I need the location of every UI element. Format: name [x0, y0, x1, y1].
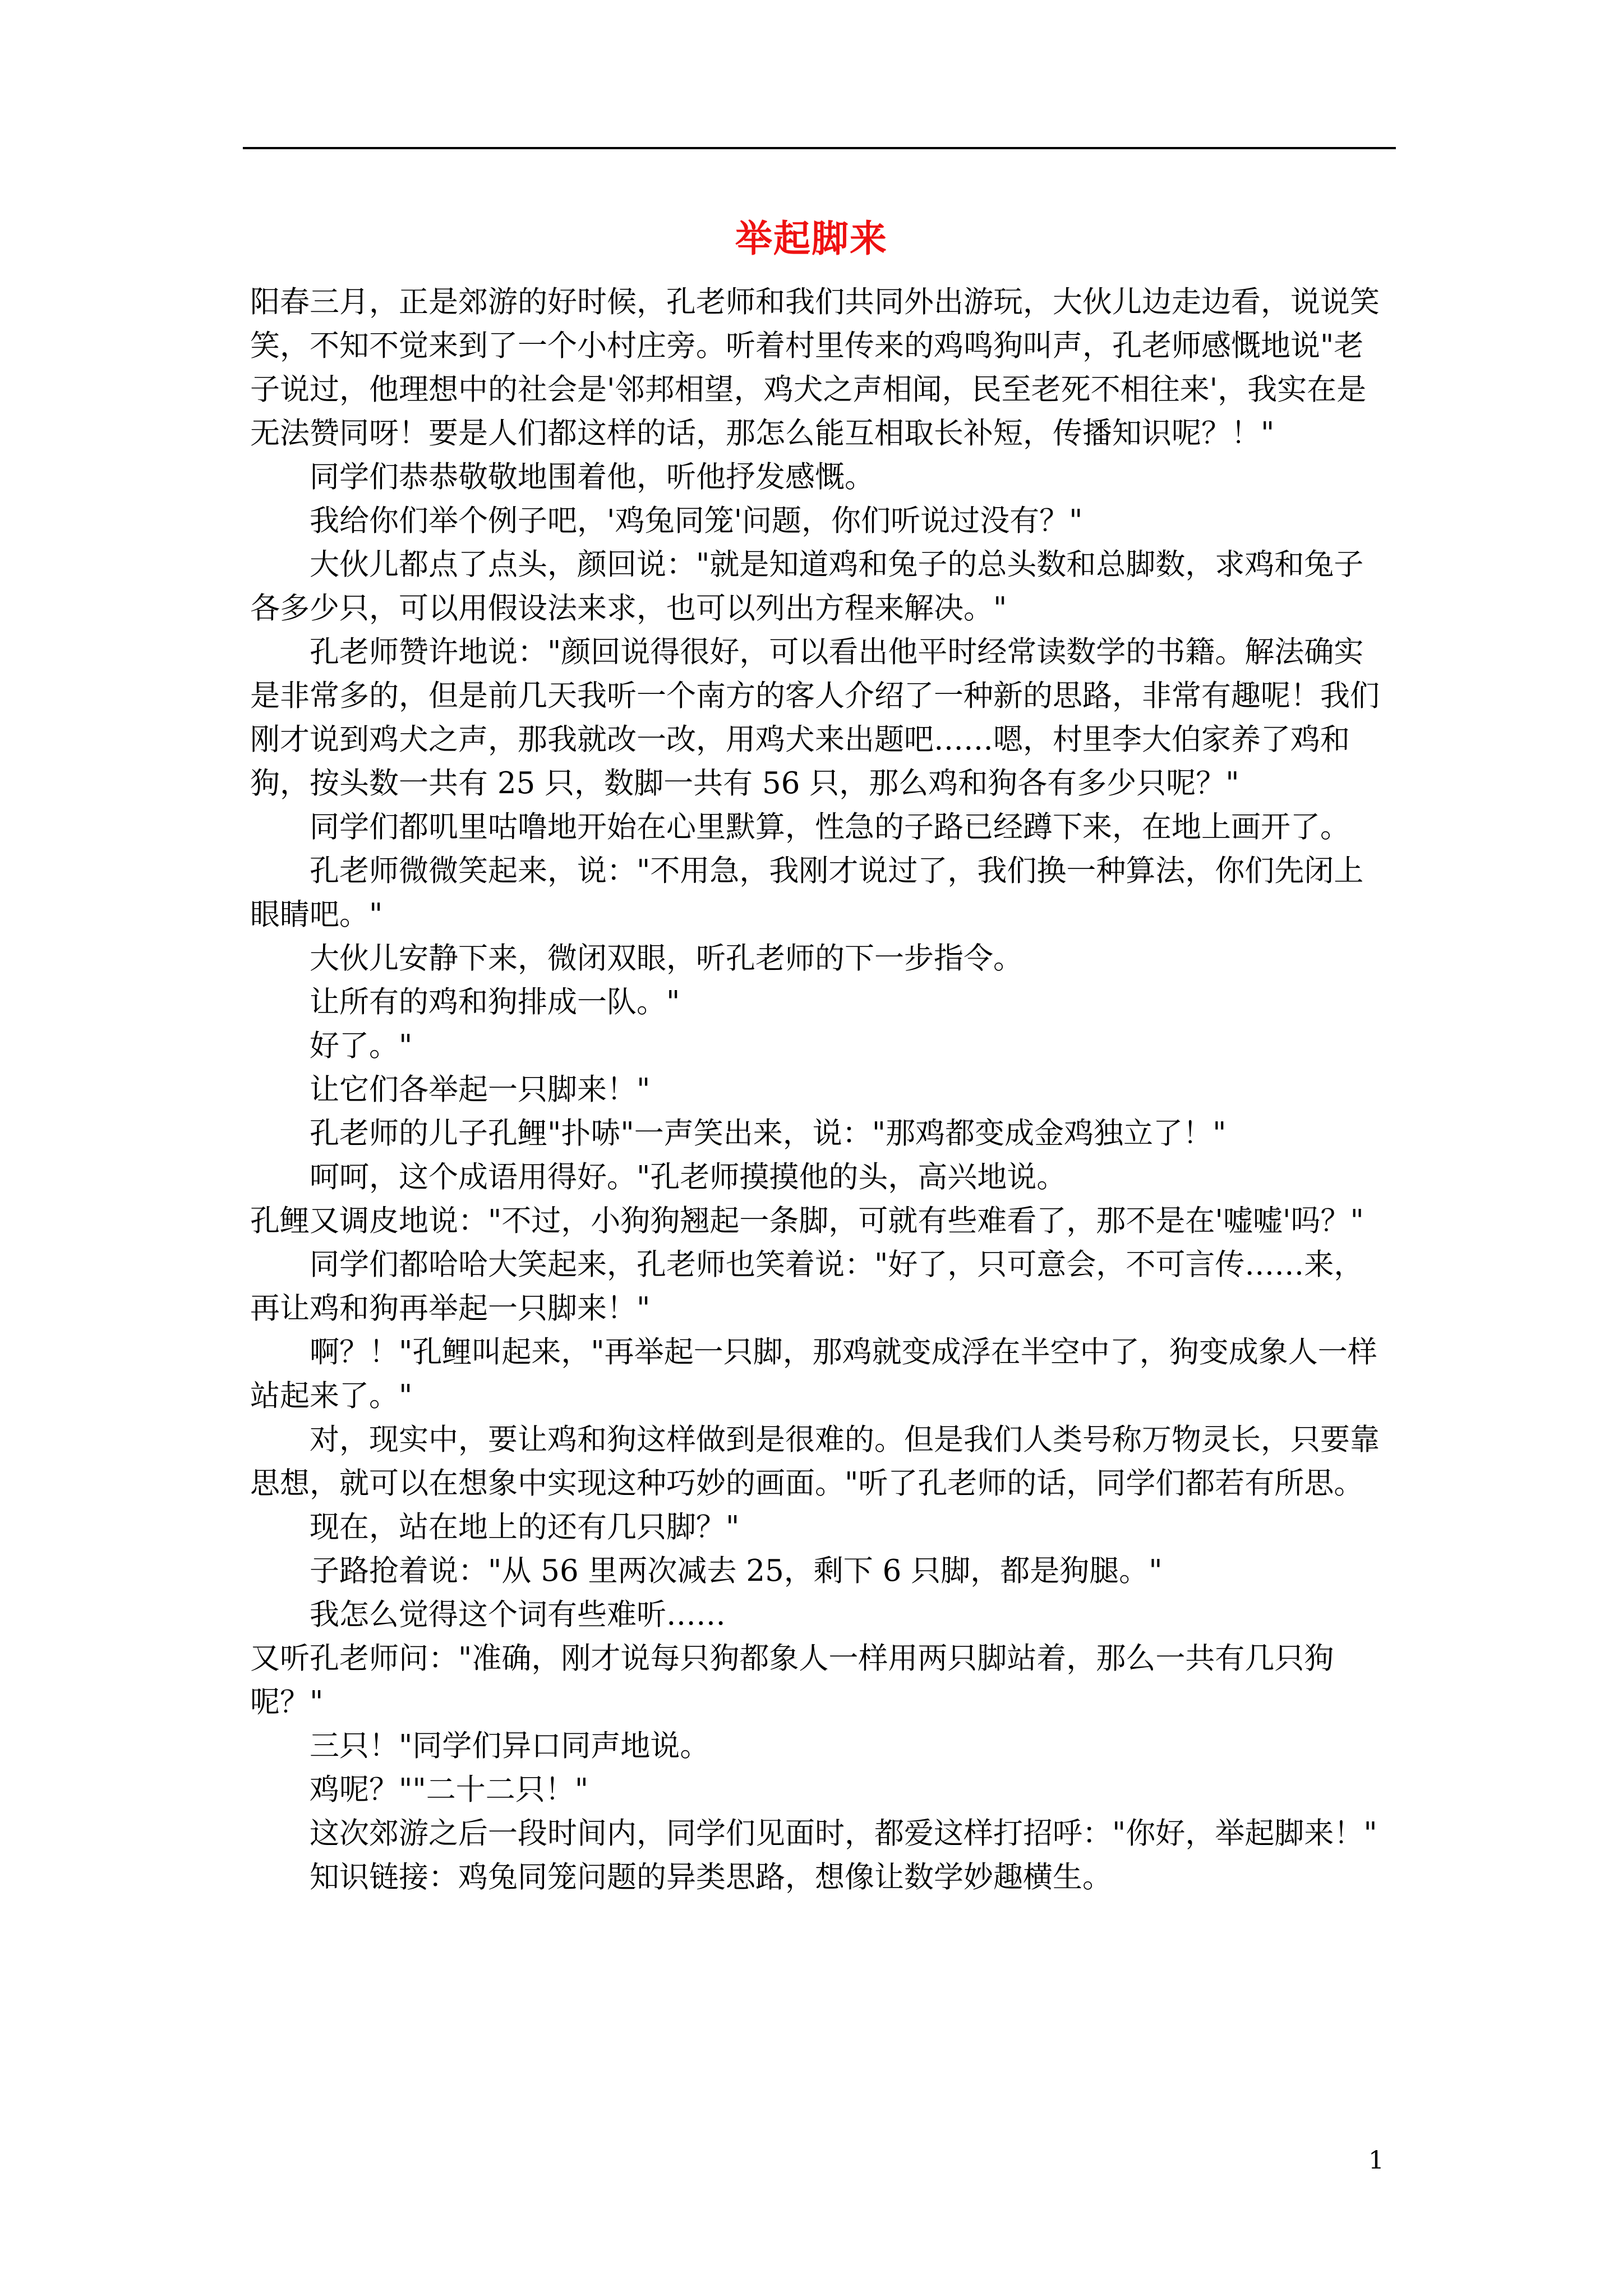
paragraph: 又听孔老师问："准确，刚才说每只狗都象人一样用两只脚站着，那么一共有几只狗呢？" [250, 1641, 1334, 1719]
paragraph: 呵呵，这个成语用得好。"孔老师摸摸他的头，高兴地说。 [310, 1160, 1067, 1194]
document-title: 举起脚来 [735, 217, 888, 260]
header-rule [243, 147, 1396, 149]
paragraph: 让它们各举起一只脚来！" [310, 1073, 651, 1107]
paragraph: 我怎么觉得这个词有些难听…… [310, 1598, 726, 1632]
paragraph: 我给你们举个例子吧，'鸡兔同笼'问题，你们听说过没有？" [310, 504, 1083, 538]
paragraph: 现在，站在地上的还有几只脚？" [310, 1510, 740, 1544]
paragraph: 同学们恭恭敬敬地围着他，听他抒发感慨。 [310, 460, 874, 494]
paragraph: 同学们都哈哈大笑起来，孔老师也笑着说："好了，只可意会，不可言传……来，再让鸡和狗再举起一只脚来！" [250, 1248, 1364, 1326]
paragraph: 对，现实中，要让鸡和狗这样做到是很难的。但是我们人类号称万物灵长，只要靠思想，就可以在想象中实现这种巧妙的画面。"听了孔老师的话，同学们都若有所思。 [250, 1423, 1380, 1501]
paragraph: 这次郊游之后一段时间内，同学们见面时，都爱这样打招呼："你好，举起脚来！" [310, 1816, 1377, 1851]
paragraph: 三只！"同学们异口同声地说。 [310, 1729, 710, 1763]
paragraph: 孔老师微微笑起来，说："不用急，我刚才说过了，我们换一种算法，你们先闭上眼睛吧。" [250, 854, 1364, 932]
paragraph: 阳春三月，正是郊游的好时候，孔老师和我们共同外出游玩，大伙儿边走边看，说说笑笑，不知不觉来到了一个小村庄旁。听着村里传来的鸡鸣狗叫声，孔老师感慨地说"老子说过，他理想中的社会是'邻邦相望，鸡犬之声相闻，民至老死不相往来'，我实在是无法赞同呀！要是人们都这样的话，那怎么能互相取长补短，传播知识呢？！" [250, 285, 1380, 450]
paragraph: 让所有的鸡和狗排成一队。" [310, 985, 680, 1019]
document-body [250, 280, 1389, 1899]
paragraph: 大伙儿安静下来，微闭双眼，听孔老师的下一步指令。 [310, 941, 1023, 976]
paragraph: 孔老师赞许地说："颜回说得很好，可以看出他平时经常读数学的书籍。解法确实是非常多的，但是前几天我听一个南方的客人介绍了一种新的思路，非常有趣呢！我们刚才说到鸡犬之声，那我就改一改，用鸡犬来出题吧……嗯，村里李大伯家养了鸡和狗，按头数一共有 25 只，数脚一共有 56 只，那么鸡和狗各有多少只呢？" [250, 635, 1380, 800]
paragraph: 孔鲤又调皮地说："不过，小狗狗翘起一条脚，可就有些难看了，那不是在'嘘嘘'吗？" [250, 1204, 1364, 1238]
paragraph: 鸡呢？""二十二只！" [310, 1773, 589, 1807]
paragraph: 同学们都叽里咕噜地开始在心里默算，性急的子路已经蹲下来，在地上画开了。 [310, 810, 1350, 844]
paragraph: 子路抢着说："从 56 里两次减去 25，剩下 6 只脚，都是狗腿。" [310, 1554, 1163, 1588]
page-number: 1 [1368, 2146, 1384, 2175]
paragraph: 孔老师的儿子孔鲤"扑哧"一声笑出来，说："那鸡都变成金鸡独立了！" [310, 1116, 1227, 1151]
paragraph: 啊？！"孔鲤叫起来，"再举起一只脚，那鸡就变成浮在半空中了，狗变成象人一样站起来了。" [250, 1335, 1377, 1413]
paragraph: 大伙儿都点了点头，颜回说："就是知道鸡和兔子的总头数和总脚数，求鸡和兔子各多少只，可以用假设法来求，也可以列出方程来解决。" [250, 547, 1364, 625]
paragraph: 知识链接：鸡兔同笼问题的异类思路，想像让数学妙趣横生。 [310, 1860, 1112, 1894]
paragraph: 好了。" [310, 1029, 413, 1063]
